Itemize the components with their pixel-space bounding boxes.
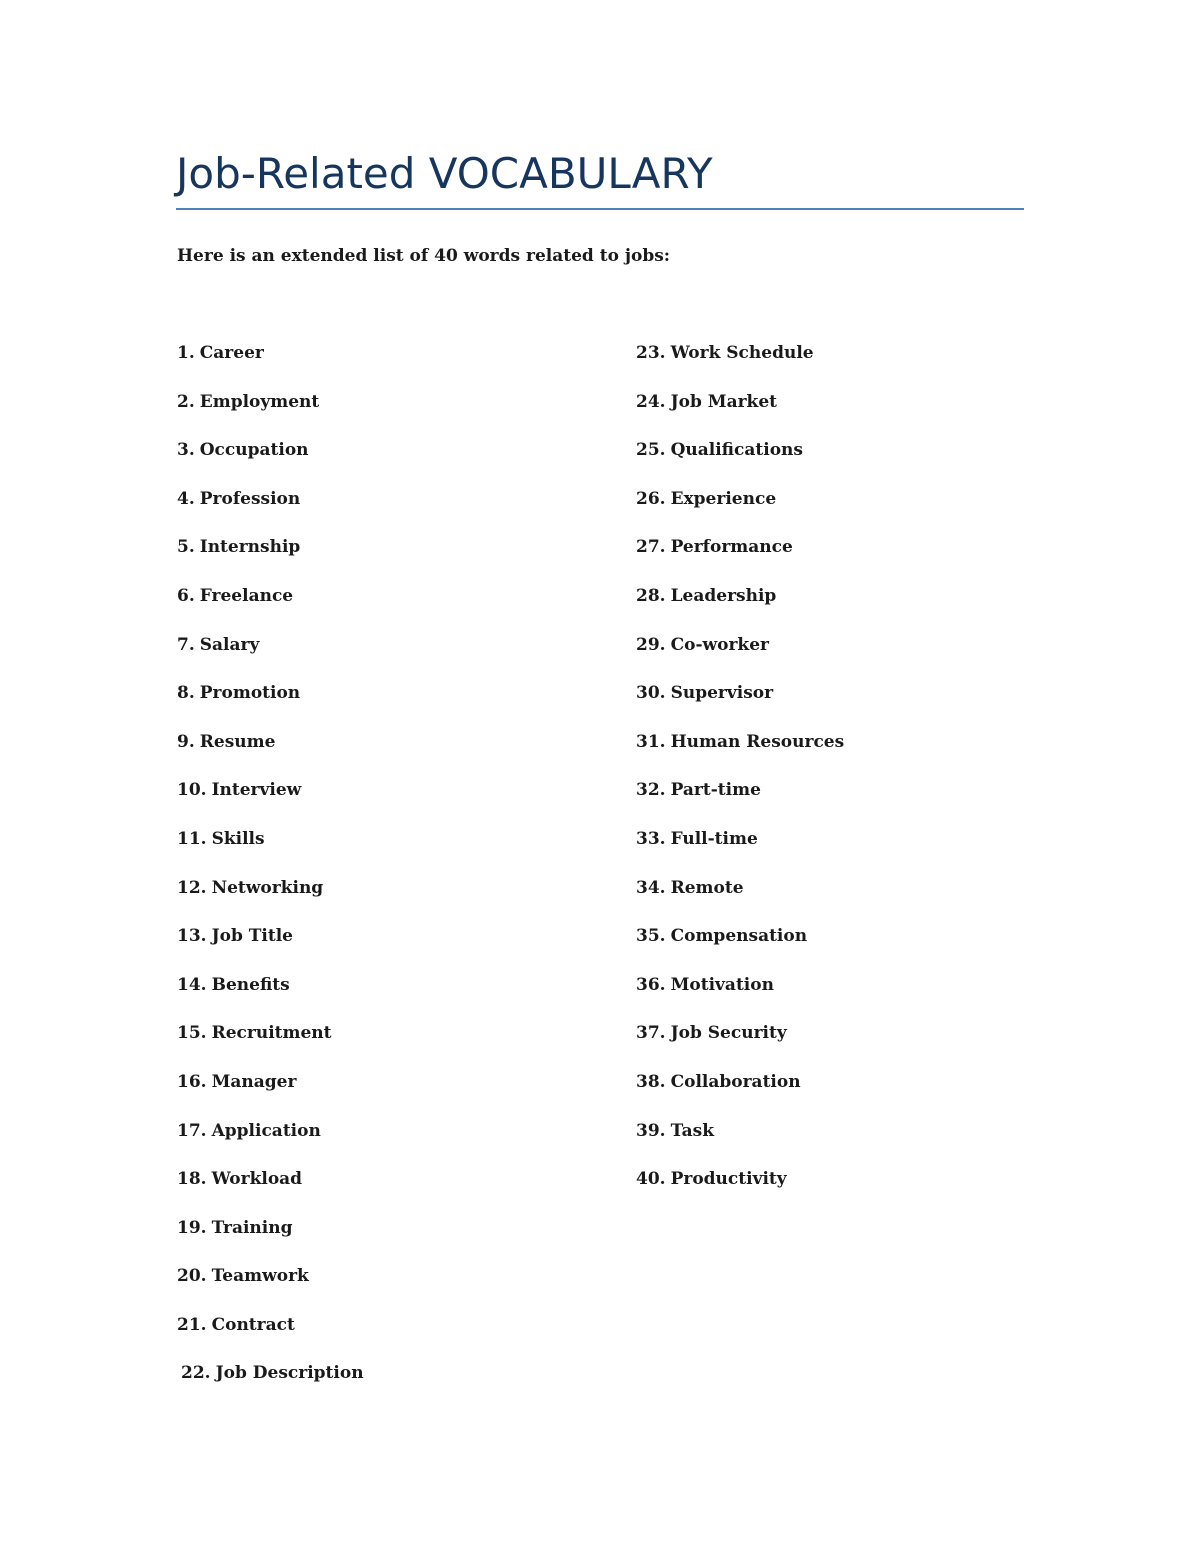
list-item (177, 1214, 364, 1263)
item-word: Freelance (199, 585, 294, 606)
item-word: Supervisor (670, 683, 774, 704)
list-item (636, 1068, 844, 1117)
item-word: Job Security (670, 1023, 787, 1044)
list-item (636, 533, 844, 582)
list-item (177, 971, 364, 1020)
item-number: 33. (636, 828, 666, 849)
intro-text: Here is an extended list of 40 words related to jobs: (177, 246, 671, 266)
item-word: Profession (199, 488, 301, 509)
item-number: 2. (177, 391, 195, 412)
list-item (177, 1359, 364, 1408)
item-number: 27. (636, 537, 666, 558)
list-item (177, 728, 364, 777)
list-item (636, 874, 844, 923)
item-word: Salary (199, 634, 260, 655)
item-number: 12. (177, 877, 207, 898)
list-item (177, 1262, 364, 1311)
item-number: 31. (636, 731, 666, 752)
item-number: 24. (636, 391, 666, 412)
item-number: 14. (177, 974, 207, 995)
item-number: 23. (636, 343, 666, 363)
item-word: Collaboration (670, 1071, 801, 1092)
item-number: 40. (636, 1169, 666, 1190)
title-underline (176, 208, 1024, 210)
item-word: Interview (211, 780, 302, 801)
item-word: Experience (670, 488, 777, 509)
list-item (177, 1117, 364, 1166)
item-number: 29. (636, 634, 666, 655)
list-item (636, 776, 844, 825)
list-item (177, 485, 364, 534)
item-number: 9. (177, 731, 195, 752)
list-item (636, 388, 844, 437)
item-number: 30. (636, 683, 666, 704)
item-word: Part-time (670, 780, 761, 801)
document-title: Job-Related VOCABULARY (176, 149, 713, 198)
list-item (636, 631, 844, 680)
item-word: Compensation (670, 926, 808, 947)
list-item (177, 1019, 364, 1068)
item-number: 36. (636, 974, 666, 995)
item-word: Teamwork (211, 1266, 309, 1287)
item-word: Contract (211, 1314, 295, 1335)
list-item (636, 971, 844, 1020)
item-number: 18. (177, 1169, 207, 1190)
item-word: Career (199, 343, 264, 363)
list-item (177, 1311, 364, 1360)
item-number: 17. (177, 1120, 207, 1141)
item-number: 38. (636, 1071, 666, 1092)
item-word: Work Schedule (670, 343, 814, 363)
list-item (177, 874, 364, 923)
item-word: Performance (670, 537, 793, 558)
item-number: 11. (177, 828, 207, 849)
list-item (636, 825, 844, 874)
item-word: Leadership (670, 585, 777, 606)
item-number: 28. (636, 585, 666, 606)
item-word: Training (211, 1217, 293, 1238)
list-item (177, 679, 364, 728)
item-number: 13. (177, 926, 207, 947)
list-item (636, 728, 844, 777)
item-number: 19. (177, 1217, 207, 1238)
list-item (177, 1165, 364, 1214)
item-word: Internship (199, 537, 301, 558)
item-number: 32. (636, 780, 666, 801)
item-word: Job Description (215, 1363, 364, 1384)
item-number: 35. (636, 926, 666, 947)
list-item (177, 825, 364, 874)
item-number: 1. (177, 343, 195, 363)
item-word: Resume (199, 731, 276, 752)
item-word: Human Resources (670, 731, 845, 752)
list-item (177, 388, 364, 437)
item-word: Occupation (199, 440, 309, 461)
list-item (636, 582, 844, 631)
item-number: 34. (636, 877, 666, 898)
item-number: 15. (177, 1023, 207, 1044)
item-number: 6. (177, 585, 195, 606)
item-word: Job Market (670, 391, 778, 412)
list-item (636, 436, 844, 485)
list-item (177, 1068, 364, 1117)
list-item (177, 776, 364, 825)
item-word: Full-time (670, 828, 758, 849)
item-number: 5. (177, 537, 195, 558)
item-word: Co-worker (670, 634, 769, 655)
list-item (636, 485, 844, 534)
list-item (177, 436, 364, 485)
item-word: Qualifications (670, 440, 803, 461)
item-number: 4. (177, 488, 195, 509)
list-item (636, 1117, 844, 1166)
list-item (636, 922, 844, 971)
item-word: Task (670, 1120, 714, 1141)
item-number: 3. (177, 440, 195, 461)
item-word: Recruitment (211, 1023, 332, 1044)
vocabulary-list-left (177, 339, 364, 1408)
list-item (636, 1019, 844, 1068)
list-item (636, 339, 844, 388)
item-number: 22. (181, 1363, 211, 1384)
item-word: Promotion (199, 683, 301, 704)
item-word: Job Title (211, 926, 294, 947)
item-word: Manager (211, 1071, 297, 1092)
item-number: 20. (177, 1266, 207, 1287)
item-number: 25. (636, 440, 666, 461)
item-number: 8. (177, 683, 195, 704)
list-item (177, 922, 364, 971)
list-item (636, 1165, 844, 1214)
item-number: 21. (177, 1314, 207, 1335)
item-number: 16. (177, 1071, 207, 1092)
item-word: Skills (211, 828, 265, 849)
vocabulary-list-right (636, 339, 844, 1214)
item-word: Productivity (670, 1169, 787, 1190)
list-item (636, 679, 844, 728)
list-item (177, 631, 364, 680)
item-number: 7. (177, 634, 195, 655)
list-item (177, 339, 364, 388)
item-word: Workload (211, 1169, 303, 1190)
item-number: 10. (177, 780, 207, 801)
item-word: Networking (211, 877, 324, 898)
list-item (177, 533, 364, 582)
item-number: 39. (636, 1120, 666, 1141)
item-number: 37. (636, 1023, 666, 1044)
item-word: Remote (670, 877, 744, 898)
list-item (177, 582, 364, 631)
item-word: Benefits (211, 974, 290, 995)
item-word: Employment (199, 391, 320, 412)
item-number: 26. (636, 488, 666, 509)
item-word: Motivation (670, 974, 774, 995)
item-word: Application (211, 1120, 321, 1141)
